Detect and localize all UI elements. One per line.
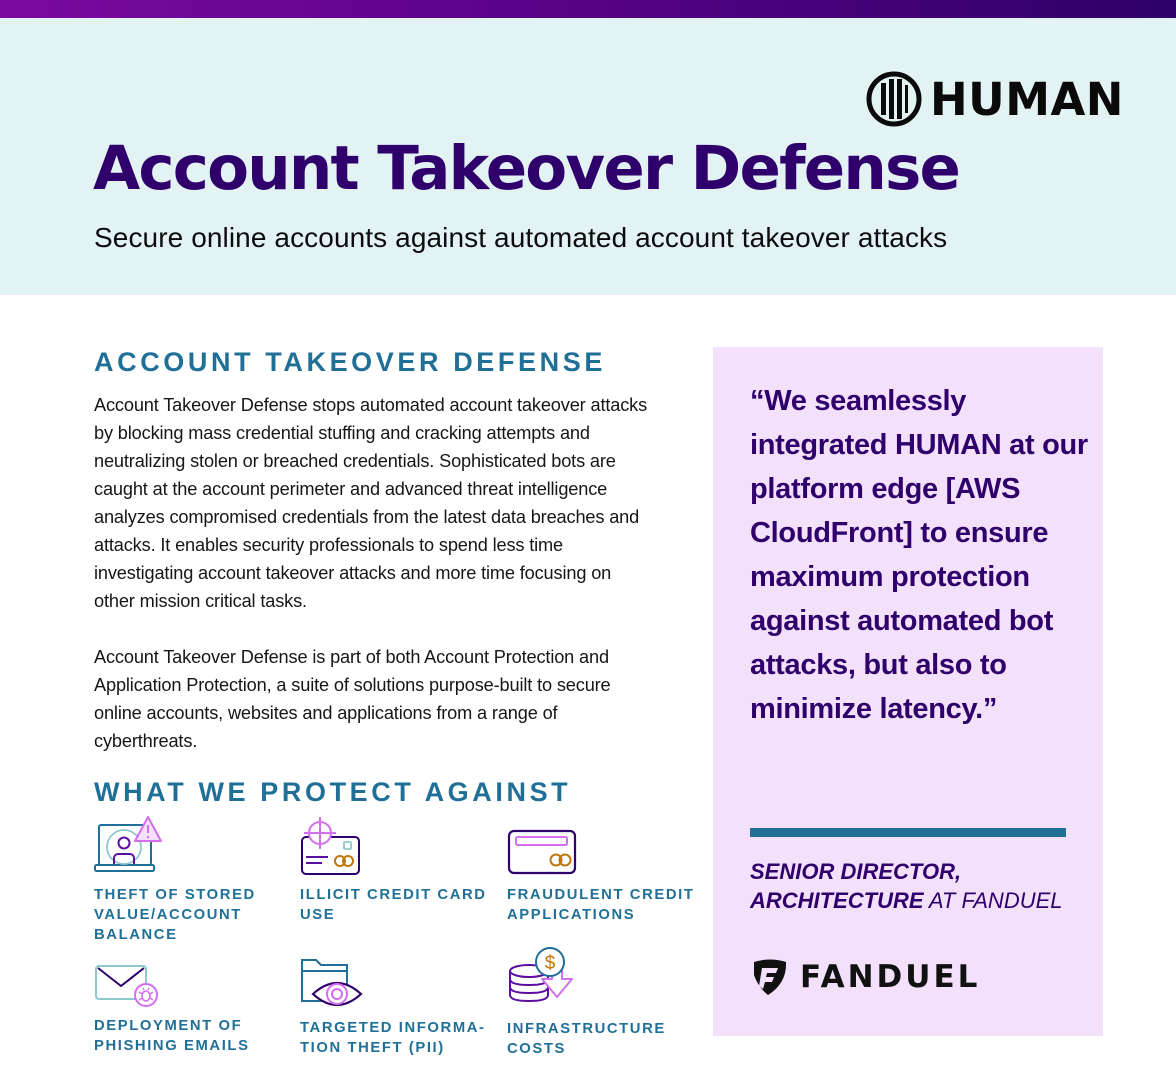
brand-name: HUMAN	[930, 72, 1124, 126]
threat-label: TARGETED INFORMA-TION THEFT (PII)	[300, 1020, 486, 1056]
threat-item	[507, 815, 707, 925]
attribution-role-line1: SENIOR DIRECTOR,	[750, 859, 962, 884]
attribution-role-line2: ARCHITECTURE	[750, 888, 924, 913]
credit-card-icon	[507, 815, 577, 877]
laptop-user-warning-icon	[94, 815, 164, 877]
top-gradient-bar	[0, 0, 1176, 18]
page-title: Account Takeover Defense	[93, 133, 960, 204]
human-circle-bars-icon	[866, 71, 922, 127]
svg-text:$: $	[544, 953, 556, 974]
threat-label: INFRASTRUCTURE COSTS	[507, 1021, 666, 1057]
overview-paragraph-2: Account Takeover Defense is part of both Account Protection and Application Protection, a suite of solutions purpose-built to secure online accounts, websites and applications from a range of cyberthreats.	[94, 647, 611, 751]
testimonial-box	[713, 347, 1103, 1036]
threat-item	[94, 960, 294, 1056]
fanduel-wordmark: FANDUEL	[800, 958, 981, 995]
threat-label: THEFT OF STORED VALUE/ACCOUNT BALANCE	[94, 887, 256, 943]
threat-item	[94, 815, 294, 945]
divider	[750, 828, 1066, 837]
testimonial-attribution	[750, 857, 1090, 915]
fanduel-logo	[750, 957, 980, 997]
threat-label: ILLICIT CREDIT CARD USE	[300, 887, 487, 923]
fanduel-shield-icon	[750, 957, 790, 997]
credit-card-crosshair-icon	[300, 815, 370, 877]
folder-eye-icon	[300, 956, 370, 1010]
testimonial-quote: “We seamlessly integrated HUMAN at our platform edge [AWS CloudFront] to ensure maximum protection against automated bot attacks, but also to minimize latency.”	[750, 385, 1088, 725]
threat-item	[507, 945, 707, 1059]
database-dollar-down-icon	[507, 945, 577, 1011]
threat-label: FRAUDULENT CREDIT APPLICATIONS	[507, 887, 695, 923]
attribution-company: AT FANDUEL	[923, 888, 1063, 913]
page-subtitle: Secure online accounts against automated account takeover attacks	[94, 222, 948, 253]
threat-item	[300, 956, 500, 1058]
threat-label: DEPLOYMENT OF PHISHING EMAILS	[94, 1018, 250, 1054]
threat-item	[300, 815, 500, 925]
human-logo	[866, 71, 1124, 127]
protect-heading: WHAT WE PROTECT AGAINST	[94, 777, 572, 807]
overview-heading: ACCOUNT TAKEOVER DEFENSE	[94, 347, 606, 377]
envelope-bug-icon	[94, 960, 164, 1008]
overview-paragraph-1: Account Takeover Defense stops automated account takeover attacks by blocking mass credential stuffing and cracking attempts and neutralizing stolen or breached credentials. Sophisticated bots are caught at the account perimeter and advanced threat intelligence analyzes compromised credentials from the latest data breaches and attacks. It enables security professionals to spend less time investigating account takeover attacks and more time focusing on other mission critical tasks.	[94, 395, 648, 611]
